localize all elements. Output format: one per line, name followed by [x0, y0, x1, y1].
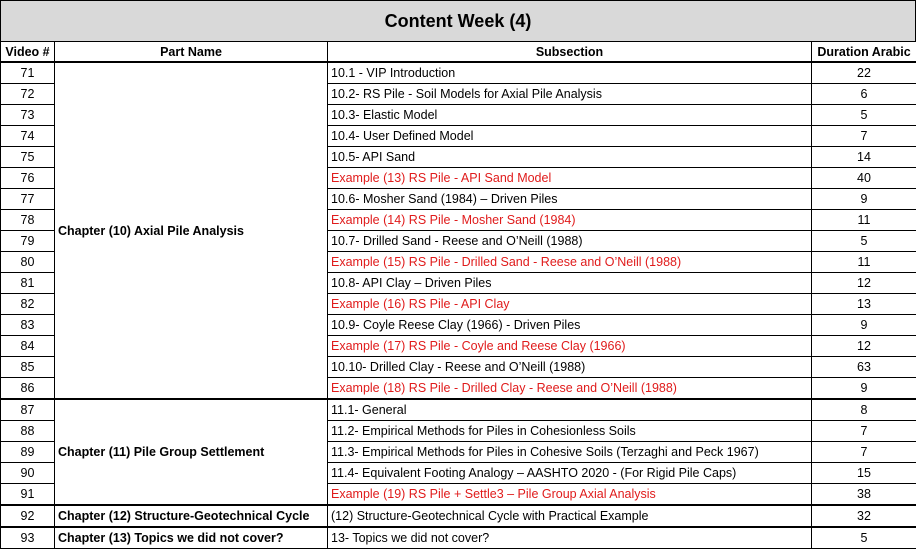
duration-cell[interactable]: 5 — [812, 231, 916, 252]
subsection-cell[interactable]: 10.6- Mosher Sand (1984) – Driven Piles — [328, 189, 812, 210]
duration-cell[interactable]: 5 — [812, 527, 916, 549]
subsection-cell[interactable]: Example (16) RS Pile - API Clay — [328, 294, 812, 315]
table-body — [1, 62, 916, 549]
video-number-cell[interactable]: 75 — [1, 147, 55, 168]
video-number-cell[interactable]: 84 — [1, 336, 55, 357]
video-number-cell[interactable]: 74 — [1, 126, 55, 147]
duration-cell[interactable]: 32 — [812, 505, 916, 527]
table-row — [1, 505, 916, 527]
duration-cell[interactable]: 40 — [812, 168, 916, 189]
video-number-cell[interactable]: 76 — [1, 168, 55, 189]
subsection-cell[interactable]: 11.2- Empirical Methods for Piles in Cohesionless Soils — [328, 421, 812, 442]
table-row — [1, 399, 916, 421]
duration-cell[interactable]: 14 — [812, 147, 916, 168]
video-number-cell[interactable]: 82 — [1, 294, 55, 315]
subsection-cell[interactable]: 10.3- Elastic Model — [328, 105, 812, 126]
video-number-cell[interactable]: 85 — [1, 357, 55, 378]
subsection-cell[interactable]: 10.9- Coyle Reese Clay (1966) - Driven Piles — [328, 315, 812, 336]
subsection-cell[interactable]: (12) Structure-Geotechnical Cycle with Practical Example — [328, 505, 812, 527]
video-number-cell[interactable]: 77 — [1, 189, 55, 210]
sheet-title: Content Week (4) — [0, 0, 916, 41]
video-number-cell[interactable]: 91 — [1, 484, 55, 506]
subsection-cell[interactable]: 10.2- RS Pile - Soil Models for Axial Pile Analysis — [328, 84, 812, 105]
video-number-cell[interactable]: 73 — [1, 105, 55, 126]
video-number-cell[interactable]: 80 — [1, 252, 55, 273]
header-subsection: Subsection — [328, 42, 812, 63]
duration-cell[interactable]: 9 — [812, 189, 916, 210]
subsection-cell[interactable]: 10.10- Drilled Clay - Reese and O’Neill (1988) — [328, 357, 812, 378]
part-name-cell[interactable]: Chapter (10) Axial Pile Analysis — [55, 62, 328, 399]
part-name-cell[interactable]: Chapter (11) Pile Group Settlement — [55, 399, 328, 505]
header-row — [1, 42, 916, 63]
header-duration: Duration Arabic — [812, 42, 916, 63]
table-row — [1, 527, 916, 549]
duration-cell[interactable]: 11 — [812, 252, 916, 273]
duration-cell[interactable]: 11 — [812, 210, 916, 231]
header-video: Video # — [1, 42, 55, 63]
video-number-cell[interactable]: 83 — [1, 315, 55, 336]
subsection-cell[interactable]: 10.1 - VIP Introduction — [328, 62, 812, 84]
subsection-cell[interactable]: 13- Topics we did not cover? — [328, 527, 812, 549]
video-number-cell[interactable]: 88 — [1, 421, 55, 442]
subsection-cell[interactable]: 11.3- Empirical Methods for Piles in Cohesive Soils (Terzaghi and Peck 1967) — [328, 442, 812, 463]
subsection-cell[interactable]: Example (15) RS Pile - Drilled Sand - Reese and O’Neill (1988) — [328, 252, 812, 273]
duration-cell[interactable]: 7 — [812, 442, 916, 463]
header-part-name: Part Name — [55, 42, 328, 63]
video-number-cell[interactable]: 81 — [1, 273, 55, 294]
subsection-cell[interactable]: 10.5- API Sand — [328, 147, 812, 168]
duration-cell[interactable]: 38 — [812, 484, 916, 506]
subsection-cell[interactable]: 10.7- Drilled Sand - Reese and O’Neill (1988) — [328, 231, 812, 252]
duration-cell[interactable]: 5 — [812, 105, 916, 126]
video-number-cell[interactable]: 87 — [1, 399, 55, 421]
duration-cell[interactable]: 9 — [812, 315, 916, 336]
video-number-cell[interactable]: 79 — [1, 231, 55, 252]
video-number-cell[interactable]: 89 — [1, 442, 55, 463]
duration-cell[interactable]: 13 — [812, 294, 916, 315]
subsection-cell[interactable]: Example (13) RS Pile - API Sand Model — [328, 168, 812, 189]
content-table — [0, 41, 916, 549]
video-number-cell[interactable]: 90 — [1, 463, 55, 484]
subsection-cell[interactable]: Example (19) RS Pile + Settle3 – Pile Group Axial Analysis — [328, 484, 812, 506]
duration-cell[interactable]: 8 — [812, 399, 916, 421]
table-row — [1, 62, 916, 84]
duration-cell[interactable]: 12 — [812, 336, 916, 357]
video-number-cell[interactable]: 93 — [1, 527, 55, 549]
duration-cell[interactable]: 9 — [812, 378, 916, 400]
duration-cell[interactable]: 15 — [812, 463, 916, 484]
subsection-cell[interactable]: Example (18) RS Pile - Drilled Clay - Reese and O’Neill (1988) — [328, 378, 812, 400]
video-number-cell[interactable]: 86 — [1, 378, 55, 400]
duration-cell[interactable]: 7 — [812, 126, 916, 147]
duration-cell[interactable]: 22 — [812, 62, 916, 84]
subsection-cell[interactable]: 10.8- API Clay – Driven Piles — [328, 273, 812, 294]
subsection-cell[interactable]: 11.1- General — [328, 399, 812, 421]
video-number-cell[interactable]: 92 — [1, 505, 55, 527]
subsection-cell[interactable]: 10.4- User Defined Model — [328, 126, 812, 147]
subsection-cell[interactable]: Example (17) RS Pile - Coyle and Reese Clay (1966) — [328, 336, 812, 357]
duration-cell[interactable]: 7 — [812, 421, 916, 442]
duration-cell[interactable]: 63 — [812, 357, 916, 378]
subsection-cell[interactable]: Example (14) RS Pile - Mosher Sand (1984) — [328, 210, 812, 231]
part-name-cell[interactable]: Chapter (12) Structure-Geotechnical Cycle — [55, 505, 328, 527]
video-number-cell[interactable]: 72 — [1, 84, 55, 105]
duration-cell[interactable]: 12 — [812, 273, 916, 294]
video-number-cell[interactable]: 71 — [1, 62, 55, 84]
part-name-cell[interactable]: Chapter (13) Topics we did not cover? — [55, 527, 328, 549]
subsection-cell[interactable]: 11.4- Equivalent Footing Analogy – AASHTO 2020 - (For Rigid Pile Caps) — [328, 463, 812, 484]
duration-cell[interactable]: 6 — [812, 84, 916, 105]
video-number-cell[interactable]: 78 — [1, 210, 55, 231]
